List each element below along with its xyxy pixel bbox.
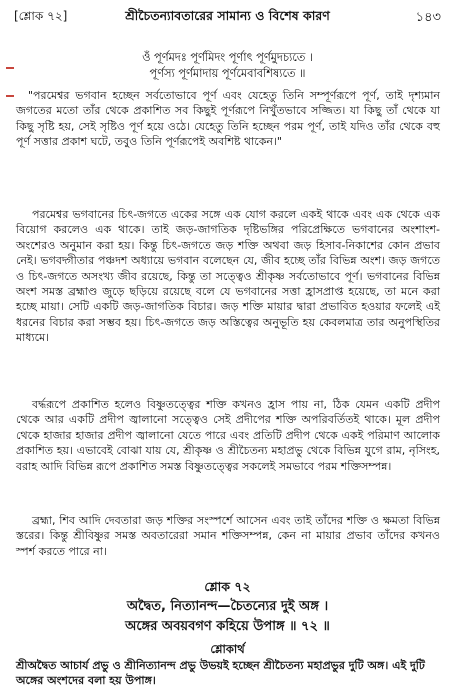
paragraph-translation-quote — [16, 88, 440, 150]
paragraph-vishnu-tattva — [16, 397, 440, 474]
invocation-verse — [0, 50, 455, 82]
sloka-line-2: অঙ্গের অবয়বগণ কহিয়ে উপাঙ্গ ॥ ৭২ ॥ — [125, 619, 330, 634]
slokartha-heading: শ্লোকার্থ — [210, 642, 245, 656]
margin-mark — [6, 95, 14, 97]
sloka-line-1: অদ্বৈত, নিত্যানন্দ—চৈতন্যের দুই অঙ্গ । — [126, 599, 329, 614]
paragraph-text: পরমেশ্বর ভগবানের চিৎ-জগতে একের সঙ্গে এক যোগ করলে একই থাকে এবং এক থেকে এক বিয়োগ করলেও এক থাকে। তাই জড়-জাগতিক দৃষ্টিভঙ্গির পরিপ্রেক্ষিতে ভগবানের অংশাংশ-অংশেরও অনুমান করা হয়। কিন্তু চিৎ-জগতে জড় শক্তি অথবা জড় হিসাব-নিকাশের কোন প্রভাব নেই। ভগবদ্গীতার পঞ্চদশ অধ্যায়ে ভগবান বলেছেন যে, জীব হচ্ছে তাঁর বিভিন্ন অংশ। জড় জগতে ও চিৎ-জগতে অসংখ্য জীব রয়েছে, কিন্তু তা সত্ত্বেও শ্রীকৃষ্ণ সর্বতোভাবে পূর্ণ। ভগবানের বিভিন্ন অংশ সমস্ত ব্রহ্মাণ্ড জুড়ে ছড়িয়ে রয়েছে বলে যে ভগবানের সত্তা হ্রাসপ্রাপ্ত হয়েছে, তা মনে করা হচ্ছে মায়া। সেটি একটি জড়-জাগতিক বিচার। জড় শক্তি মায়ার দ্বারা প্রভাবিত হওয়ার ফলেই এই ধরনের বিচার করা সম্ভব হয়। চিৎ-জগতে জড় অস্তিত্বের অনুভূতি হয় কেবলমাত্র তার অনুপস্থিতির মাধ্যমে। — [16, 208, 440, 345]
paragraph-spiritual-world — [16, 207, 440, 346]
verse-line-2: পূর্ণস্য পূর্ণমাদায় পূর্ণমেবাবশিষ্যতে ॥ — [149, 67, 306, 80]
paragraph-text: "পরমেশ্বর ভগবান হচ্ছেন সর্বতোভাবে পূর্ণ এবং যেহেতু তিনি সম্পূর্ণরূপে পূর্ণ, তাই দৃশ্যমান জগতের মতো তাঁর থেকে প্রকাশিত সব কিছুই পূর্ণরূপে নিখুঁতভাবে সজ্জিত। যা কিছু তাঁ থেকে যা কিছু সৃষ্টি হয়, সেই সৃষ্টিও পূর্ণ হয়ে ওঠে। যেহেতু তিনি হচ্ছেন পরম পূর্ণ, তাই যদিও তাঁর থেকে বহু পূর্ণ সত্তার প্রকাশ ঘটে, তবুও তিনি পূর্ণরূপেই অবশিষ্ট থাকেন।" — [16, 89, 440, 149]
slokartha-text: শ্রীঅদ্বৈত আচার্য প্রভু ও শ্রীনিত্যানন্দ প্রভু উভয়ই হচ্ছেন শ্রীচৈতন্য মহাপ্রভুর দুটি অঙ্গ। এই দুটি অঙ্গের অংশদের বলা হয় উপাঙ্গ। — [16, 659, 425, 688]
sloka-heading: শ্লোক ৭২ — [204, 579, 251, 594]
verse-line-1: ওঁ পূর্ণমদঃ পূর্ণমিদং পূর্ণাৎ পূর্ণমুদচ্যতে । — [142, 51, 313, 64]
page-header — [14, 8, 441, 28]
paragraph-text: বৰ্দ্ধরূপে প্রকাশিত হলেও বিষ্ণুতত্ত্বের শক্তি কখনও হ্রাস পায় না, ঠিক যেমন একটি প্রদীপ থেকে আর একটি প্রদীপ জ্বালানো সত্ত্বেও সেই প্রদীপের শক্তি অপরিবর্তিতই থাকে। মূল প্রদীপ থেকে হাজার হাজার প্রদীপ জ্বালানো যেতে পারে এবং প্রতিটি প্রদীপ থেকে একই পরিমাণ আলোক প্রকাশিত হয়। এভাবেই বোঝা যায় যে, শ্রীকৃষ্ণ ও শ্রীচৈতন্য মহাপ্রভু থেকে বিভিন্ন যুগে রাম, নৃসিংহ, বরাহ আদি বিভিন্ন রূপে প্রকাশিত সমস্ত বিষ্ণুতত্ত্বের সকলেই সমভাবে পরম শক্তিসম্পন্ন। — [16, 398, 440, 473]
chapter-reference: [শ্লোক ৭২] — [14, 9, 68, 23]
page-number: ১৪৩ — [415, 10, 441, 25]
sloka-verse — [0, 597, 455, 637]
running-title: শ্রীচৈতন্যাবতারের সামান্য ও বিশেষ কারণ — [125, 8, 330, 23]
paragraph-demigods — [16, 513, 440, 559]
paragraph-text: ব্রহ্মা, শিব আদি দেবতারা জড় শক্তির সংস্পর্শে আসেন এবং তাই তাঁদের শক্তি ও ক্ষমতা বিভিন্ন স্তরের। কিন্তু শ্রীবিষ্ণুর সমস্ত অবতারেরা সমান শক্তিসম্পন্ন, কেন না মায়ার প্রভাব তাঁদের কখনও স্পর্শ করতে পারে না। — [16, 514, 440, 558]
